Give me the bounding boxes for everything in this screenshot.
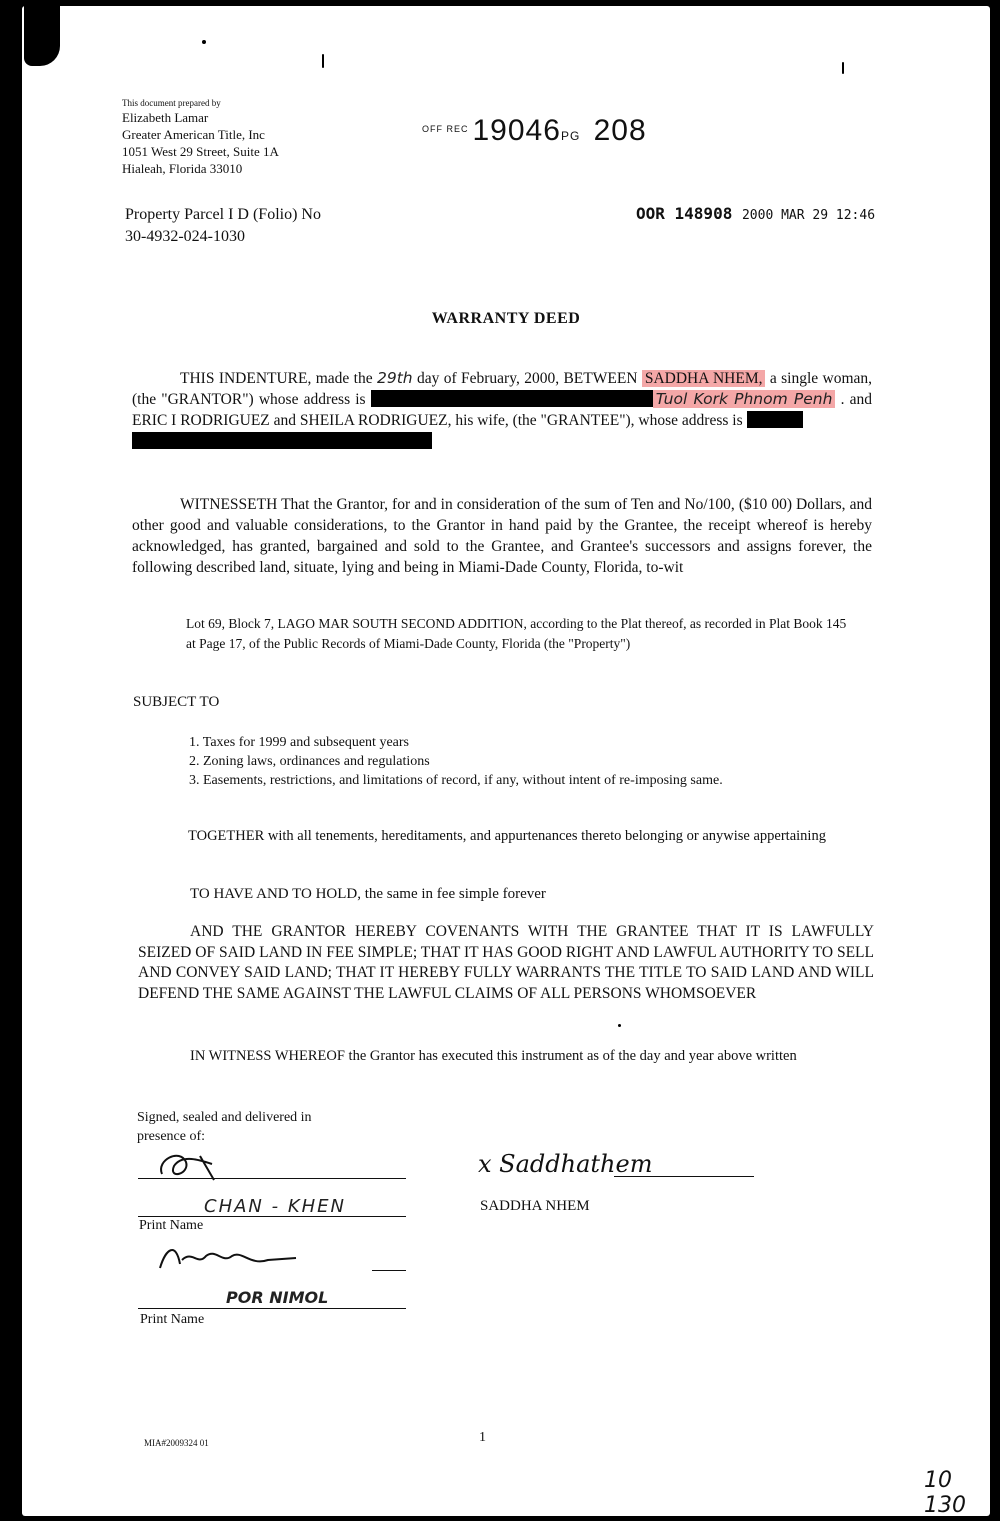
official-record-stamp [422,114,647,148]
legal-description: Lot 69, Block 7, LAGO MAR SOUTH SECOND ADDITION, according to the Plat thereof, as recorded in Plat Book 145 at Page 17, of the Public Records of Miami-Dade County, Florida (the "Property") [186,616,847,651]
off-rec-label: OFF REC [422,124,469,134]
grantor-address-highlight: Tuol Kork Phnom Penh [653,390,836,408]
stamp-id: OOR 148908 [636,204,733,223]
folio-number: 30-4932-024-1030 [125,228,245,245]
prepared-line: Hialeah, Florida 33010 [122,161,243,176]
signed-label-line: presence of: [137,1129,206,1144]
prepared-by-block [122,98,279,177]
signature-line [614,1176,754,1177]
indenture-text: THIS INDENTURE, made the [180,370,377,387]
prepared-line: Elizabeth Lamar [122,110,209,125]
indenture-text: day of February, 2000, BETWEEN [412,370,642,387]
witnesseth-paragraph: WITNESSETH That the Grantor, for and in consideration of the sum of Ten and No/100, ($10 00) Dollars, and other good and valuable considerations, to the Grantor in hand paid by the Grantee, the receipt whereof is hereby acknowledged, has granted, bargained and sold to the Grantee, and Grantee's successors and assigns forever, the following described land, situate, lying and being in Miami-Dade County, Florida, to-wit [132,496,872,576]
document-code: MIA#2009324 01 [144,1438,209,1448]
prepared-line: 1051 West 29 Street, Suite 1A [122,144,279,159]
list-item: 2. Zoning laws, ordinances and regulations [189,754,430,769]
witness2-printed-name: POR NIMOL [226,1288,329,1307]
print-name-label: Print Name [140,1312,205,1327]
covenants-paragraph: AND THE GRANTOR HEREBY COVENANTS WITH THE GRANTEE THAT IT IS LAWFULLY SEIZED OF SAID LAND IN FEE SIMPLE; THAT IT HAS GOOD RIGHT AND LAWFUL AUTHORITY TO SELL AND CONVEY SAID LAND; THAT IT HEREBY FULLY WARRANTS THE TITLE TO SAID LAND AND WILL DEFEND THE SAME AGAINST THE LAWFUL CLAIMS OF ALL PERSONS WHOMSOEVER [138,923,874,1002]
print-name-line [138,1308,406,1309]
scan-artifact [618,1024,621,1027]
prepared-line: Greater American Title, Inc [122,127,265,142]
grantor-printed-name: SADDHA NHEM [480,1198,590,1214]
footer-page-number: 1 [479,1430,486,1445]
scan-artifact [24,6,60,66]
handwritten-day: 29th [376,369,413,387]
handwritten-corner-note: 10 130 [924,1468,966,1518]
scan-artifact [842,62,844,74]
list-item: 3. Easements, restrictions, and limitations of record, if any, without intent of re-imposing same. [189,773,723,788]
indenture-paragraph [132,368,872,452]
indenture-text: . and ERIC I RODRIGUEZ and SHEILA RODRIGUEZ, his wife, (the "GRANTEE"), whose address is [132,391,872,429]
scan-artifact [202,40,206,44]
signature-line [372,1270,406,1271]
signed-label-line: Signed, sealed and delivered in [137,1110,312,1125]
to-have-paragraph: TO HAVE AND TO HOLD, the same in fee simple forever [190,886,546,902]
indenture-text: a single woman, (the "GRANTOR") whose address is [132,370,873,408]
redaction-bar [132,432,432,449]
subject-items-list [189,733,723,790]
witness2-signature [146,1238,306,1278]
prepared-by-label: This document prepared by [122,98,221,108]
witness1-signature [152,1140,242,1186]
print-name-line [138,1216,406,1217]
document-title: WARRANTY DEED [431,310,581,327]
document-page [22,6,990,1516]
in-witness-paragraph: IN WITNESS WHEREOF the Grantor has executed this instrument as of the day and year above written [190,1048,797,1064]
scan-artifact [322,54,324,68]
page-number-stamp: 208 [593,114,647,147]
together-paragraph: TOGETHER with all tenements, hereditaments, and appurtenances thereto belonging or anywise appertaining [188,828,826,844]
redaction-bar [371,390,653,407]
redaction-bar [747,411,803,428]
grantor-name-highlight: SADDHA NHEM, [642,370,766,387]
book-number: 19046 [472,114,561,147]
list-item: 1. Taxes for 1999 and subsequent years [189,735,409,750]
pg-label: PG [560,129,581,143]
subject-to-label: SUBJECT TO [133,694,220,710]
folio-block [125,204,321,248]
folio-label: Property Parcel I D (Folio) No [125,206,321,223]
witness1-printed-name: CHAN - KHEN [204,1196,346,1217]
stamp-date: 2000 MAR 29 12:46 [741,208,876,223]
grantor-signature: x Saddhathem [478,1150,653,1178]
print-name-label: Print Name [139,1218,204,1233]
signature-line [138,1178,406,1179]
recording-stamp [636,204,875,223]
